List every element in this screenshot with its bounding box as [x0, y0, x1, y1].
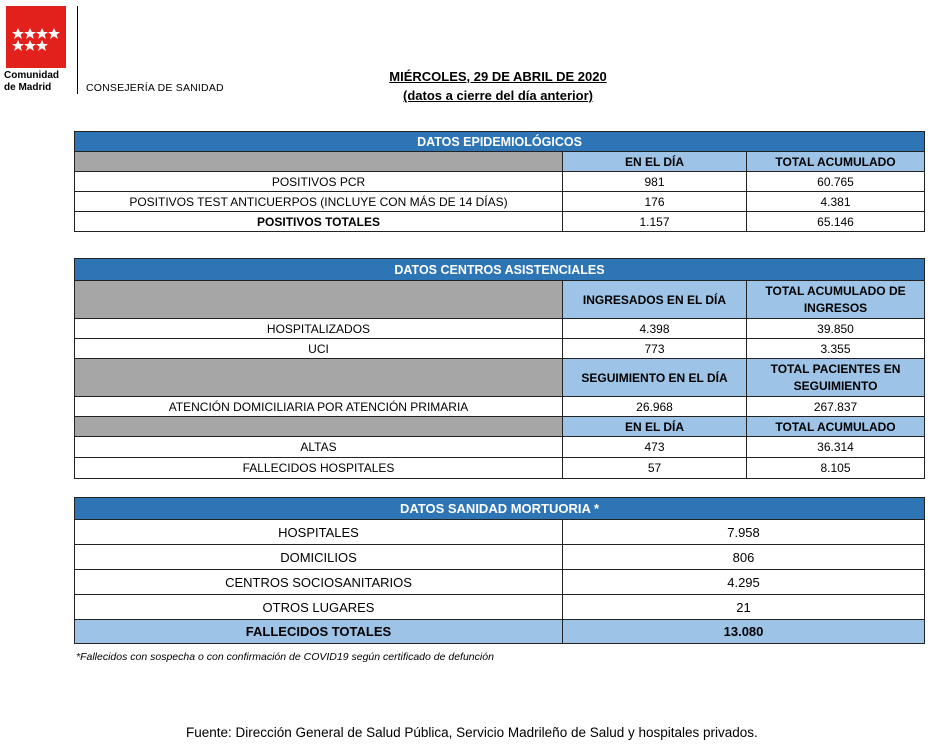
column-header: EN EL DÍA [563, 417, 747, 437]
table-row: HOSPITALIZADOS 4.398 39.850 [75, 319, 925, 339]
table-row: POSITIVOS TOTALES 1.157 65.146 [75, 212, 925, 232]
epidemiological-table [74, 131, 925, 232]
table-row: HOSPITALES 7.958 [75, 520, 925, 545]
table-row: CENTROS SOCIOSANITARIOS 4.295 [75, 570, 925, 595]
mortuary-title: DATOS SANIDAD MORTUORIA * [75, 498, 925, 520]
table-row: DOMICILIOS 806 [75, 545, 925, 570]
mortuary-table [74, 497, 925, 644]
source-line: Fuente: Dirección General de Salud Pública, Servicio Madrileño de Salud y hospitales privados. [186, 725, 758, 740]
department-label: CONSEJERÍA DE SANIDAD [86, 82, 224, 94]
column-header: INGRESADOS EN EL DÍA [563, 281, 747, 319]
org-name: Comunidad de Madrid [4, 70, 59, 93]
table-row: POSITIVOS TEST ANTICUERPOS (INCLUYE CON MÁS DE 14 DÍAS) 176 4.381 [75, 192, 925, 212]
star-icon [6, 6, 66, 68]
comunidad-madrid-logo [6, 6, 66, 68]
total-row: FALLECIDOS TOTALES 13.080 [75, 620, 925, 644]
epidemiological-title: DATOS EPIDEMIOLÓGICOS [75, 132, 925, 152]
table-row: ATENCIÓN DOMICILIARIA POR ATENCIÓN PRIMARIA 26.968 267.837 [75, 397, 925, 417]
care-centers-table [74, 258, 925, 479]
table-row: UCI 773 3.355 [75, 339, 925, 359]
footnote: *Fallecidos con sospecha o con confirmación de COVID19 según certificado de defunción [76, 651, 494, 663]
column-header: TOTAL PACIENTES EN SEGUIMIENTO [747, 359, 925, 397]
column-header: EN EL DÍA [563, 152, 747, 172]
column-header: SEGUIMIENTO EN EL DÍA [563, 359, 747, 397]
table-row: ALTAS 473 36.314 [75, 437, 925, 458]
table-row: OTROS LUGARES 21 [75, 595, 925, 620]
table-row: FALLECIDOS HOSPITALES 57 8.105 [75, 458, 925, 479]
column-header: TOTAL ACUMULADO DE INGRESOS [747, 281, 925, 319]
column-header: TOTAL ACUMULADO [747, 152, 925, 172]
column-header: TOTAL ACUMULADO [747, 417, 925, 437]
table-row: POSITIVOS PCR 981 60.765 [75, 172, 925, 192]
care-centers-title: DATOS CENTROS ASISTENCIALES [75, 259, 925, 281]
report-date: MIÉRCOLES, 29 DE ABRIL DE 2020 (datos a cierre del día anterior) [389, 69, 607, 103]
